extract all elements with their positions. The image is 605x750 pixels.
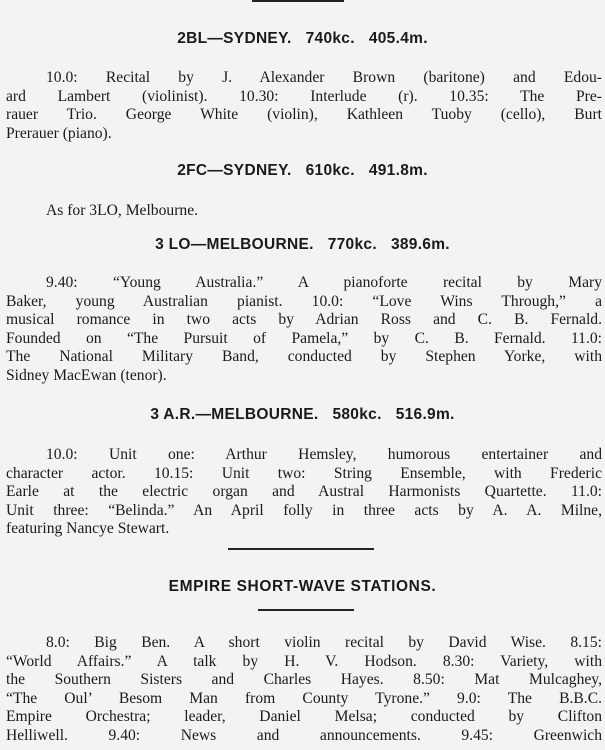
station-wavelength: 491.8m. (368, 162, 428, 179)
program-line: 10.0: Recital by J. Alexander Brown (baritone) and Edou- (46, 69, 602, 86)
station-heading-2bl (0, 30, 605, 48)
program-line: the Southern Sisters and Charles Hayes. 8.50: Mat Mulcaghey, (6, 671, 602, 688)
station-call: 2FC—SYDNEY. (177, 162, 292, 179)
program-line: Prerauer (piano). (6, 124, 112, 142)
station-wavelength: 516.9m. (395, 406, 455, 423)
program-2bl (6, 69, 602, 143)
program-line: Sidney MacEwan (tenor). (6, 366, 167, 384)
station-frequency: 580kc. (332, 406, 382, 423)
program-line: Earle at the electric organ and Austral Harmonists Quartette. 11.0: (6, 483, 602, 500)
program-line: 8.0: Big Ben. A short violin recital by David Wise. 8.15: (46, 634, 602, 651)
program-3lo (6, 274, 602, 385)
program-line: 10.0: Unit one: Arthur Hemsley, humorous entertainer and (46, 446, 602, 463)
heading-underline (258, 609, 354, 611)
empire-heading: EMPIRE SHORT-WAVE STATIONS. (168, 578, 437, 595)
program-line: ard Lambert (violinist). 10.30: Interlude (r). 10.35: The Pre- (6, 87, 602, 105)
station-call: 3 A.R.—MELBOURNE. (150, 406, 319, 423)
station-frequency: 740kc. (305, 30, 355, 47)
program-line: Helliwell. 9.40: News and announcements. 9.45: Greenwich (6, 726, 602, 744)
station-heading-3lo (0, 236, 605, 254)
program-2fc (6, 202, 602, 221)
program-line: 9.40: “Young Australia.” A pianoforte recital by Mary (46, 274, 602, 291)
section-divider (228, 548, 374, 550)
station-wavelength: 389.6m. (390, 236, 450, 253)
station-frequency: 610kc. (305, 162, 355, 179)
program-line: Baker, young Australian pianist. 10.0: “Love Wins Through,” a (6, 292, 602, 310)
program-line: featuring Nancye Stewart. (6, 520, 170, 537)
station-call: 3 LO—MELBOURNE. (155, 236, 314, 253)
station-heading-2fc (0, 162, 605, 180)
station-heading-3ar (0, 406, 605, 424)
station-call: 2BL—SYDNEY. (177, 30, 292, 47)
program-line: rauer Trio. George White (violin), Kathleen Tuoby (cello), Burt (6, 106, 602, 123)
top-divider (252, 0, 344, 2)
program-3ar (6, 446, 602, 539)
program-line: character actor. 10.15: Unit two: String Ensemble, with Frederic (6, 464, 602, 482)
program-line: “World Affairs.” A talk by H. V. Hodson. 8.30: Variety, with (6, 652, 602, 670)
program-line: Unit three: “Belinda.” An April folly in three acts by A. A. Milne, (6, 501, 602, 519)
program-line: As for 3LO, Melbourne. (46, 202, 199, 219)
program-line: musical romance in two acts by Adrian Ross and C. B. Fernald. (6, 311, 602, 328)
program-line: Empire Orchestra; leader, Daniel Melsa; conducted by Clifton (6, 708, 602, 725)
program-line: Founded on “The Pursuit of Pamela,” by C. B. Fernald. 11.0: (6, 329, 602, 347)
station-frequency: 770kc. (327, 236, 377, 253)
program-empire (6, 634, 602, 745)
program-line: “The Oul’ Besom Man from County Tyrone.” 9.0: The B.B.C. (6, 689, 602, 707)
station-wavelength: 405.4m. (368, 30, 428, 47)
program-line: The National Military Band, conducted by Stephen Yorke, with (6, 348, 602, 365)
